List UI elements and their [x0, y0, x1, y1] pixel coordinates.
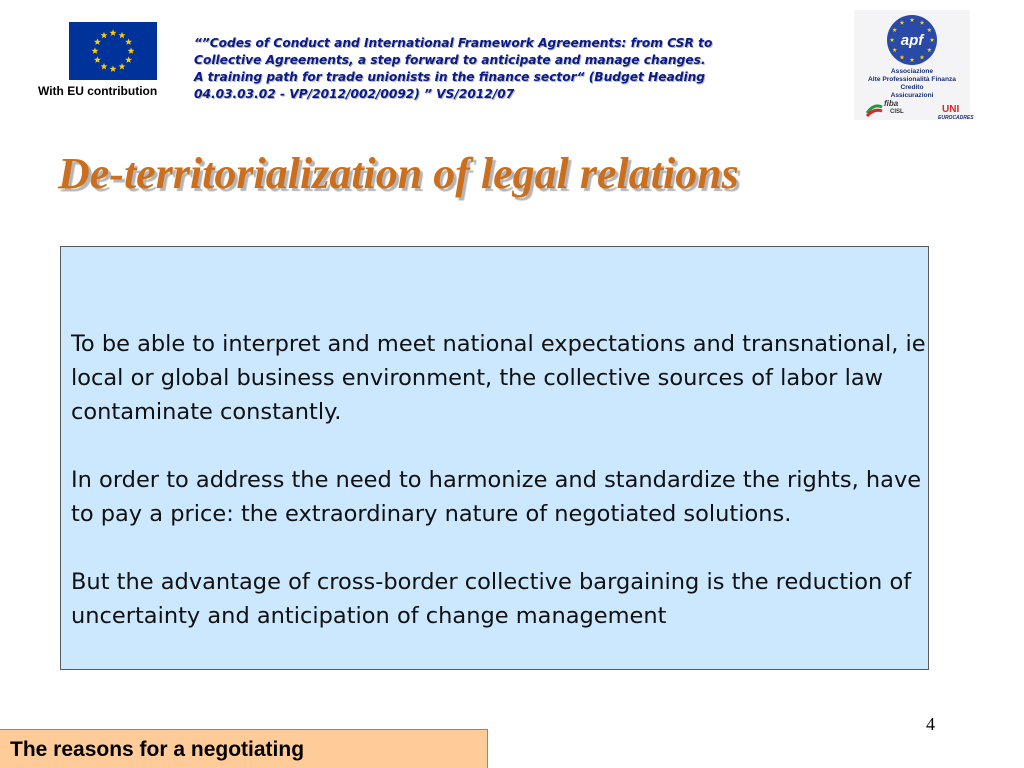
content-box [60, 246, 929, 670]
content-text [71, 327, 927, 633]
apf-logo-icon [854, 10, 974, 121]
project-title-line: 04.03.03.02 - VP/2012/002/0092) ” VS/2012/07 [194, 87, 515, 101]
project-title-line: A training path for trade unionists in the finance sector“ (Budget Heading [194, 70, 706, 84]
project-title-line: Collective Agreements, a step forward to anticipate and manage changes. [194, 53, 706, 67]
apf-org-name [854, 68, 970, 100]
eu-contribution-caption: With EU contribution [38, 84, 158, 98]
content-paragraph: To be able to interpret and meet national expectations and transnational, ie local or global business environment, the collective sources of labor law contaminate constantly. [71, 331, 926, 425]
uni-mark-text: UNI [942, 104, 960, 114]
content-paragraph: In order to address the need to harmonize and standardize the rights, have to pay a price: the extraordinary nature of negotiated solutions. [71, 467, 922, 527]
project-title-line: “”Codes of Conduct and International Framework Agreements: from CSR to [194, 36, 713, 50]
apf-circle-icon [886, 14, 938, 66]
eurocadres-label: EUROCADRES [938, 115, 974, 121]
slide-title: De-territorialization of legal relations [58, 149, 739, 198]
page-number: 4 [926, 714, 935, 734]
eu-flag-icon [69, 22, 157, 80]
project-title [194, 35, 794, 103]
content-paragraph: But the advantage of cross-border collective bargaining is the reduction of uncertainty and anticipation of change management [71, 569, 912, 629]
apf-org-line: Alte Professionalità Finanza [868, 76, 956, 83]
fiba-label: fiba [884, 99, 899, 108]
apf-org-line: Associazione [890, 68, 934, 75]
apf-mark-text: apf [900, 32, 924, 49]
apf-org-line: Assicurazioni [890, 92, 934, 99]
fiba-sub-label: CISL [890, 109, 904, 115]
footer-label-text: The reasons for a negotiating [10, 738, 305, 761]
apf-org-line: Credito [900, 84, 924, 91]
uni-logo-icon [942, 102, 962, 114]
footer-label [0, 729, 488, 768]
